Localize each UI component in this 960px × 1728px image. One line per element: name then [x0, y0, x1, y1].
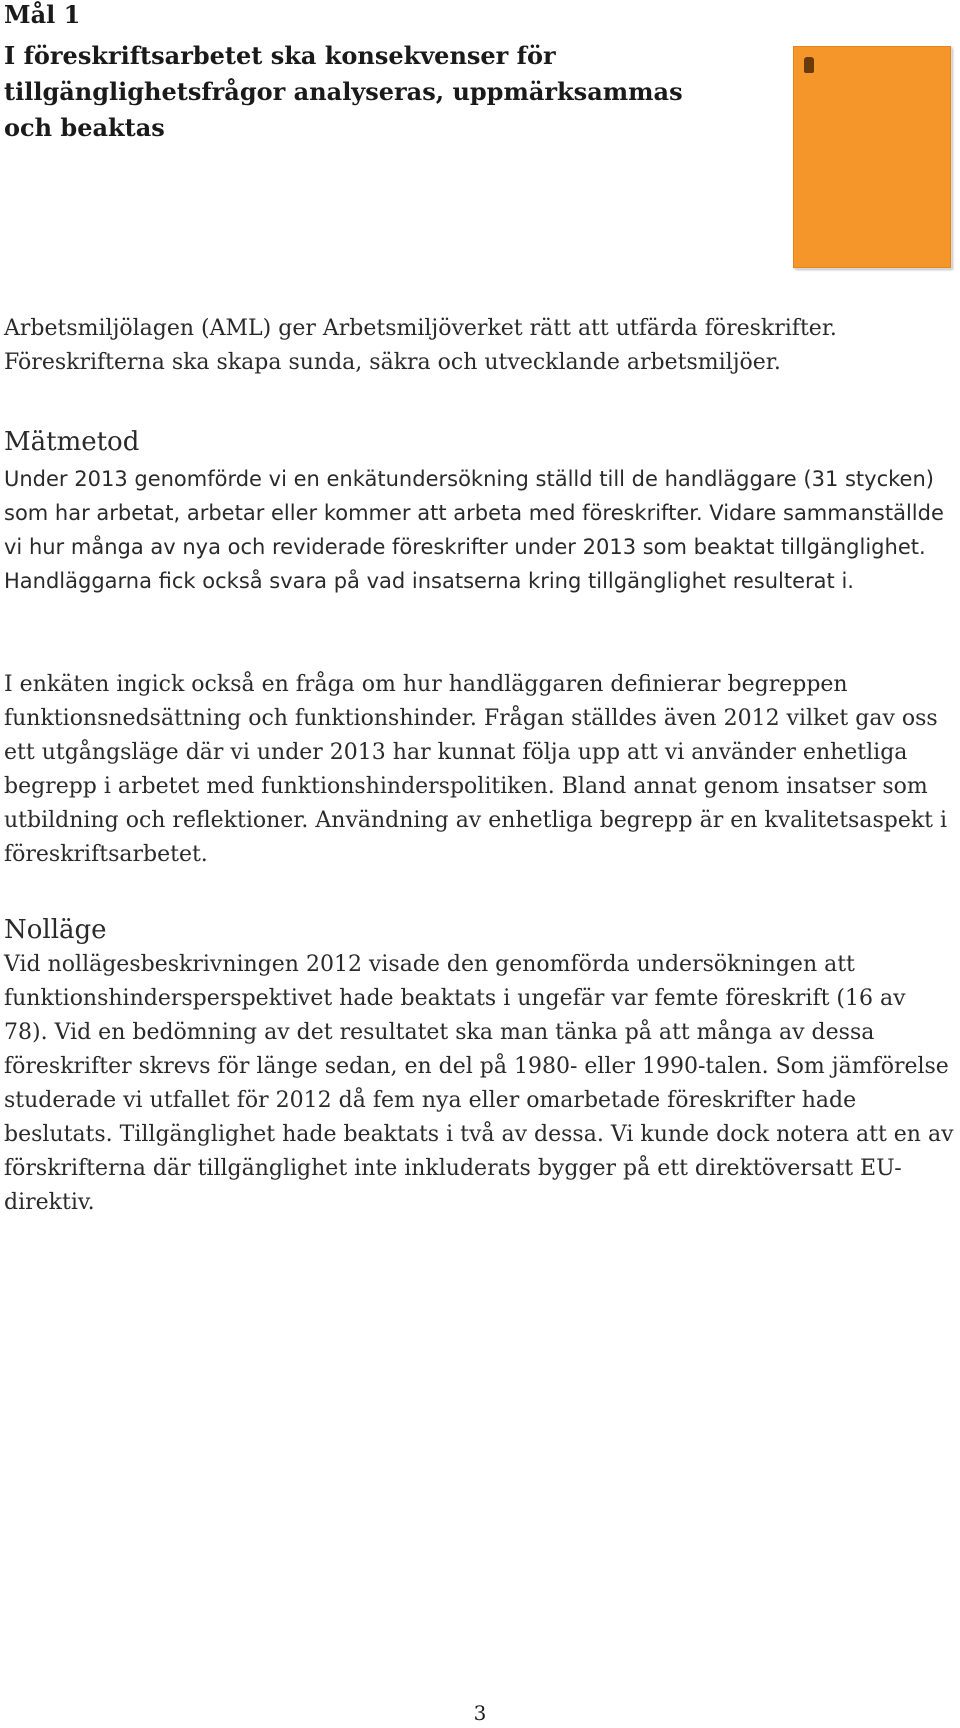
page-number: 3: [473, 1701, 487, 1725]
goal-label: Mål 1: [4, 0, 81, 29]
goal-title: I föreskriftsarbetet ska konsekvenser för tillgänglighetsfrågor analyseras, uppmärksammas och beaktas: [4, 41, 683, 142]
method-paragraph-1: Under 2013 genomförde vi en enkätundersökning ställd till de handläggare (31 stycken) som har arbetat, arbetar eller kommer att arbeta med föreskrifter. Vidare sammanställde vi hur många av nya och reviderade föreskrifter under 2013 som beaktat tillgänglighet. Handläggarna fick också svara på vad insatserna kring tillgänglighet resulterat i.: [4, 467, 944, 593]
agency-logo: [804, 57, 844, 75]
crown-icon: [804, 57, 814, 73]
baseline-paragraph: Vid nollägesbeskrivningen 2012 visade den genomförda undersökningen att funktionshindersperspektivet hade beaktats i ungefär var femte föreskrift (16 av 78). Vid en bedömning av det resultatet ska man tänka på att många av dessa föreskrifter skrevs för länge sedan, en del på 1980- eller 1990-talen. Som jämförelse studerade vi utfallet för 2012 då fem nya eller omarbetade föreskrifter hade beslutats. Tillgänglighet hade beaktats i två av dessa. Vi kunde dock notera att en av förskrifterna där tillgänglighet inte inkluderats bygger på ett direktöversatt EU-direktiv.: [4, 952, 954, 1215]
intro-paragraph: Arbetsmiljölagen (AML) ger Arbetsmiljöverket rätt att utfärda föreskrifter. Föreskrifterna ska skapa sunda, säkra och utvecklande arbetsmiljöer.: [4, 316, 837, 375]
afs-cover-image: [793, 46, 951, 268]
method-paragraph-2: I enkäten ingick också en fråga om hur handläggaren definierar begreppen funktionsnedsättning och funktionshinder. Frågan ställdes även 2012 vilket gav oss ett utgångsläge där vi under 2013 har kunnat följa upp att vi använder enhetliga begrepp i arbetet med funktionshinderspolitiken. Bland annat genom insatser som utbildning och reflektioner. Användning av enhetliga begrepp är en kvalitetsaspekt i föreskriftsarbetet.: [4, 672, 948, 867]
method-heading: Mätmetod: [4, 427, 140, 457]
baseline-heading: Nolläge: [4, 915, 107, 945]
